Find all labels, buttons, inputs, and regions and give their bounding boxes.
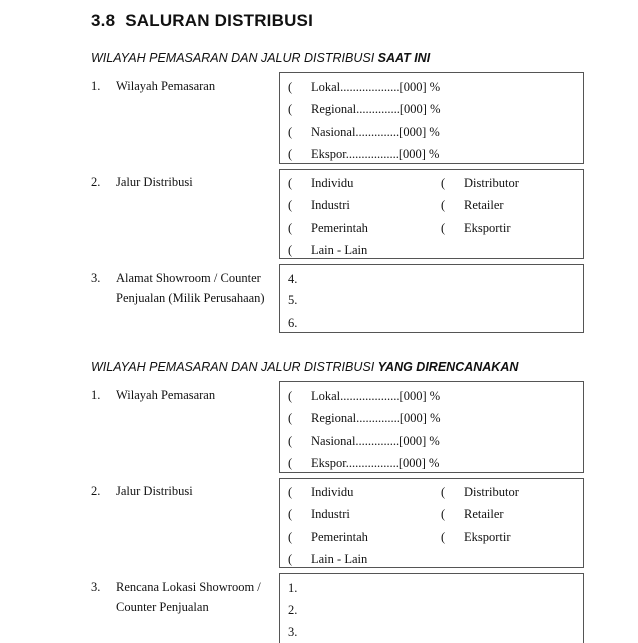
option-label: Retailer	[464, 507, 504, 521]
checkbox-paren[interactable]: (	[288, 485, 293, 499]
checkbox-paren[interactable]: (	[288, 389, 293, 403]
current-heading-emphasis: SAAT INI	[377, 51, 431, 65]
planned-item3-number: 3.	[91, 580, 101, 594]
option-label: Nasional..............[000] %	[311, 434, 440, 448]
checkbox-paren[interactable]: (	[288, 434, 293, 448]
checkbox-paren[interactable]: (	[441, 485, 446, 499]
checkbox-paren[interactable]: (	[288, 552, 293, 566]
current-marketing-area-box	[279, 72, 584, 164]
option-label: Lokal...................[000] %	[311, 389, 441, 403]
option-label: Distributor	[464, 485, 519, 499]
checkbox-paren[interactable]: (	[288, 198, 293, 212]
option-label: Eksportir	[464, 530, 511, 544]
checkbox-paren[interactable]: (	[288, 176, 293, 190]
planned-item1-number: 1.	[91, 388, 101, 402]
option-label: Ekspor.................[000] %	[311, 147, 440, 161]
option-label: Industri	[311, 507, 350, 521]
checkbox-paren[interactable]: (	[288, 125, 293, 139]
planned-item2-label: Jalur Distribusi	[116, 484, 193, 498]
current-heading	[91, 51, 430, 65]
showroom-line-number: 1.	[288, 581, 298, 595]
current-item3-label-line1: Alamat Showroom / Counter	[116, 271, 261, 285]
planned-item3-label-line1: Rencana Lokasi Showroom /	[116, 580, 261, 594]
checkbox-paren[interactable]: (	[441, 176, 446, 190]
current-heading-prefix: WILAYAH PEMASARAN DAN JALUR DISTRIBUSI	[91, 51, 378, 65]
current-item1-label: Wilayah Pemasaran	[116, 79, 216, 93]
checkbox-paren[interactable]: (	[441, 198, 446, 212]
option-label: Regional..............[000] %	[311, 102, 441, 116]
current-showroom-box[interactable]	[279, 264, 584, 333]
planned-item3-label-line2: Counter Penjualan	[116, 600, 209, 614]
option-label: Nasional..............[000] %	[311, 125, 440, 139]
checkbox-paren[interactable]: (	[288, 507, 293, 521]
option-label: Distributor	[464, 176, 519, 190]
current-distribution-box	[279, 169, 584, 259]
current-item1-number: 1.	[91, 79, 101, 93]
planned-heading-prefix: WILAYAH PEMASARAN DAN JALUR DISTRIBUSI	[91, 360, 378, 374]
current-item2-number: 2.	[91, 175, 101, 189]
checkbox-paren[interactable]: (	[288, 530, 293, 544]
showroom-line-number: 5.	[288, 293, 298, 307]
checkbox-paren[interactable]: (	[288, 456, 293, 470]
checkbox-paren[interactable]: (	[288, 221, 293, 235]
current-item2-label: Jalur Distribusi	[116, 175, 193, 189]
option-label: Lokal...................[000] %	[311, 80, 441, 94]
showroom-line-number: 6.	[288, 316, 298, 330]
checkbox-paren[interactable]: (	[288, 243, 293, 257]
option-label: Individu	[311, 485, 354, 499]
checkbox-paren[interactable]: (	[441, 221, 446, 235]
option-label: Retailer	[464, 198, 504, 212]
option-label: Individu	[311, 176, 354, 190]
showroom-line-number: 2.	[288, 603, 298, 617]
checkbox-paren[interactable]: (	[441, 507, 446, 521]
checkbox-paren[interactable]: (	[288, 411, 293, 425]
option-label: Pemerintah	[311, 221, 368, 235]
checkbox-paren[interactable]: (	[288, 102, 293, 116]
planned-distribution-box	[279, 478, 584, 568]
option-label: Eksportir	[464, 221, 511, 235]
planned-marketing-area-box	[279, 381, 584, 473]
checkbox-paren[interactable]: (	[441, 530, 446, 544]
option-label: Industri	[311, 198, 350, 212]
option-label: Ekspor.................[000] %	[311, 456, 440, 470]
planned-heading	[91, 360, 518, 374]
planned-showroom-box[interactable]	[279, 573, 584, 643]
option-label: Lain - Lain	[311, 243, 368, 257]
current-item3-label-line2: Penjualan (Milik Perusahaan)	[116, 291, 265, 305]
checkbox-paren[interactable]: (	[288, 80, 293, 94]
showroom-line-number: 3.	[288, 625, 298, 639]
section-number: 3.8	[91, 11, 116, 30]
option-label: Pemerintah	[311, 530, 368, 544]
planned-heading-emphasis: YANG DIRENCANAKAN	[377, 360, 519, 374]
planned-item1-label: Wilayah Pemasaran	[116, 388, 216, 402]
section-title-text: SALURAN DISTRIBUSI	[125, 11, 314, 30]
showroom-line-number: 4.	[288, 272, 298, 286]
option-label: Regional..............[000] %	[311, 411, 441, 425]
option-label: Lain - Lain	[311, 552, 368, 566]
current-item3-number: 3.	[91, 271, 101, 285]
section-title	[91, 11, 313, 31]
checkbox-paren[interactable]: (	[288, 147, 293, 161]
planned-item2-number: 2.	[91, 484, 101, 498]
